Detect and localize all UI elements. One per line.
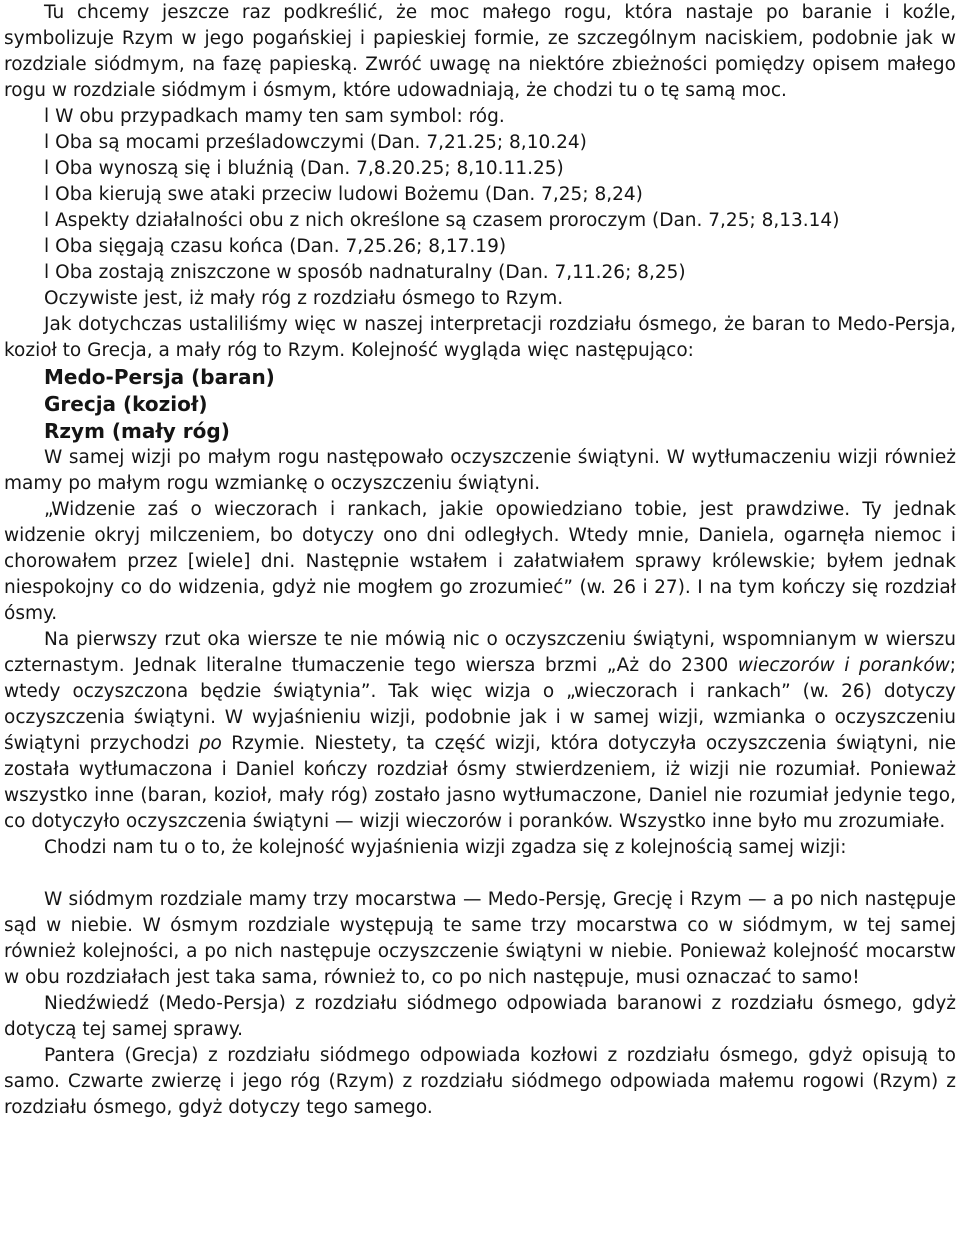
kingdom-item: Medo-Persja (baran) <box>44 365 275 389</box>
bullet-marker: l <box>44 132 50 153</box>
bullet-marker: l <box>44 236 50 257</box>
similarities-list <box>4 104 956 312</box>
text-run: Na pierwszy rzut oka wiersze te nie mówią nic o oczyszczeniu świątyni, wspomnianym w wierszu czternastym. Jednak literalne tłumaczenie tego wiersza brzmi „Aż do 2300 <box>4 629 956 676</box>
text-run: ; wtedy oczyszczona będzie świątynia”. Tak więc wizja o „wieczorach i rankach” (w. 26) dotyczy oczyszczenia świątyni. W wyjaśnieniu wizji, podobnie jak i w samej wizji, wzmianka o oczyszczeniu świątyni przychodzi <box>4 655 956 754</box>
list-item-text: Oba wynoszą się i bluźnią (Dan. 7,8.20.25; 8,10.11.25) <box>55 158 564 179</box>
list-item <box>44 208 956 234</box>
bear-text: Niedźwiedź (Medo-Persja) z rozdziału siódmego odpowiada baranowi z rozdziału ósmego, gdyż dotyczą tej samej sprawy. <box>4 993 956 1040</box>
chapter7-text: W siódmym rozdziale mamy trzy mocarstwa — Medo-Persję, Grecję i Rzym — a po nich następuje sąd w niebie. W ósmym rozdziale występują te same trzy mocarstwa co w siódmym, w tej samej również kolejności, a po nich następuje oczyszczenie świątyni w niebie. Ponieważ kolejność mocarstw w obu rozdziałach jest taka sama, również to, co po nich następuje, musi oznaczać to samo! <box>4 889 956 988</box>
order-paragraph <box>4 312 956 364</box>
bullet-marker: l <box>44 262 50 283</box>
panther-paragraph <box>4 1043 956 1121</box>
bullet-marker: l <box>44 184 50 205</box>
quote-paragraph <box>4 497 956 627</box>
list-item-text: Oba sięgają czasu końca (Dan. 7,25.26; 8,17.19) <box>55 236 507 257</box>
italic-run: wieczorów i poranków <box>737 655 950 676</box>
intro-text: Tu chcemy jeszcze raz podkreślić, że moc małego rogu, która nastaje po baranie i koźle, symbolizuje Rzym w jego pogańskiej i papieskiej formie, ze szczególnym naciskiem, podobnie jak w rozdziale siódmym, na fazę papieską. Zwróć uwagę na niektóre zbieżności pomiędzy opisem małego rogu w rozdziale siódmym i ósmym, które udowadniają, że chodzi tu o tę samą moc. <box>4 2 956 101</box>
list-item <box>44 182 956 208</box>
conclusion-text: Oczywiste jest, iż mały róg z rozdziału ósmego to Rzym. <box>44 288 564 309</box>
intro-paragraph <box>4 0 956 104</box>
first-glance-paragraph <box>4 627 956 835</box>
list-item-text: Oba są mocami prześladowczymi (Dan. 7,21.25; 8,10.24) <box>55 132 587 153</box>
kingdom-order-list <box>4 364 956 445</box>
bullet-marker: l <box>44 210 50 231</box>
list-item-text: W obu przypadkach mamy ten sam symbol: róg. <box>55 106 505 127</box>
chapter7-paragraph <box>4 887 956 991</box>
quote-text: „Widzenie zaś o wieczorach i rankach, jakie opowiedziano tobie, jest prawdziwe. Ty jednak widzenie okryj milczeniem, bo dotyczy ono dni odległych. Wtedy mnie, Daniela, ogarnęła niemoc i chorowałem przez [wiele] dni. Następnie wstałem i załatwiałem sprawy królewskie; byłem jednak niespokojny co do widzenia, gdyż nie mogłem go zrozumieć” (w. 26 i 27). I na tym kończy się rozdział ósmy. <box>4 499 956 624</box>
point-text: Chodzi nam tu o to, że kolejność wyjaśnienia wizji zgadza się z kolejnością samej wizji: <box>44 837 847 858</box>
panther-text: Pantera (Grecja) z rozdziału siódmego odpowiada kozłowi z rozdziału ósmego, gdyż opisują to samo. Czwarte zwierzę i jego róg (Rzym) z rozdziału siódmego odpowiada małemu rogowi (Rzym) z rozdziału ósmego, gdyż dotyczy tego samego. <box>4 1045 956 1118</box>
list-item <box>44 260 956 286</box>
list-item-text: Oba zostają zniszczone w sposób nadnaturalny (Dan. 7,11.26; 8,25) <box>55 262 686 283</box>
list-conclusion <box>44 286 956 312</box>
list-item-text: Aspekty działalności obu z nich określone są czasem proroczym (Dan. 7,25; 8,13.14) <box>55 210 840 231</box>
order-text: Jak dotychczas ustaliliśmy więc w naszej interpretacji rozdziału ósmego, że baran to Medo-Persja, kozioł to Grecja, a mały róg to Rzym. Kolejność wygląda więc następująco: <box>4 314 956 361</box>
kingdom-item: Grecja (kozioł) <box>44 392 208 416</box>
bear-paragraph <box>4 991 956 1043</box>
kingdom-item: Rzym (mały róg) <box>44 419 230 443</box>
point-paragraph <box>4 835 956 861</box>
bullet-marker: l <box>44 106 50 127</box>
bullet-marker: l <box>44 158 50 179</box>
list-item <box>44 234 956 260</box>
cleansing-text: W samej wizji po małym rogu następowało oczyszczenie świątyni. W wytłumaczeniu wizji również mamy po małym rogu wzmiankę o oczyszczeniu świątyni. <box>4 447 956 494</box>
text-run: Rzymie. Niestety, ta część wizji, która dotyczyła oczyszczenia świątyni, nie została wytłumaczona i Daniel kończy rozdział ósmy stwierdzeniem, iż wizji nie rozumiał. Ponieważ wszystko inne (baran, kozioł, mały róg) zostało jasno wytłumaczone, Daniel nie rozumiał jedynie tego, co dotyczyło oczyszczenia świątyni — wizji wieczorów i poranków. Wszystko inne było mu zrozumiałe. <box>4 733 957 832</box>
list-item <box>44 156 956 182</box>
italic-run: po <box>198 733 222 754</box>
paragraph-gap <box>4 861 956 887</box>
cleansing-paragraph <box>4 445 956 497</box>
list-item <box>44 104 956 130</box>
list-item-text: Oba kierują swe ataki przeciw ludowi Bożemu (Dan. 7,25; 8,24) <box>55 184 643 205</box>
list-item <box>44 130 956 156</box>
